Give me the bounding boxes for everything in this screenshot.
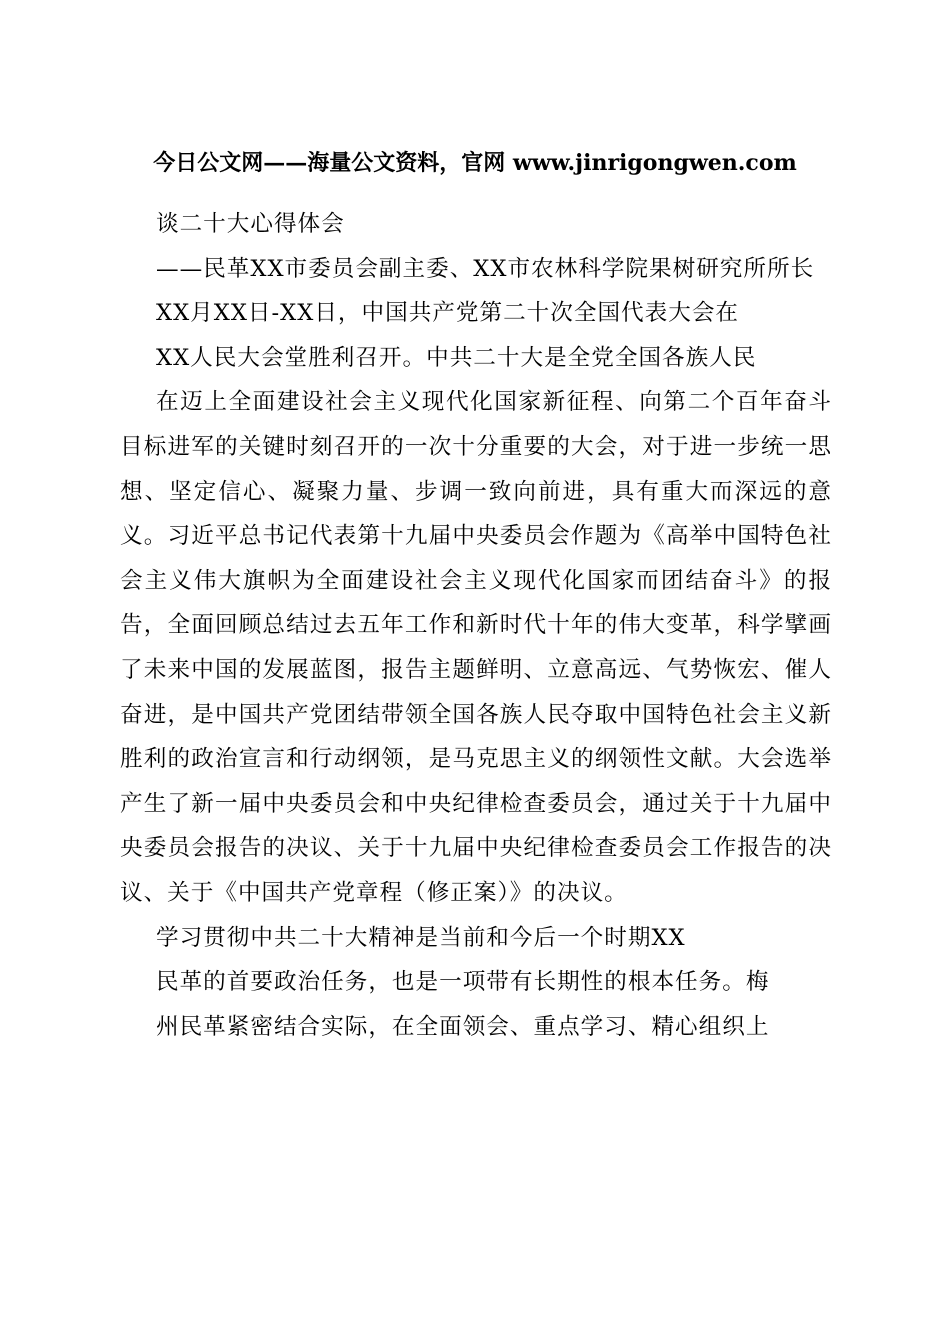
paragraph-6: 州民革紧密结合实际，在全面领会、重点学习、精心组织上: [156, 1013, 770, 1040]
paragraph-1: XX月XX日-XX日，中国共产党第二十次全国代表大会在: [156, 300, 740, 327]
article-title: 谈二十大心得体会: [156, 211, 345, 237]
paragraph-3: 在迈上全面建设社会主义现代化国家新征程、向第二个百年奋斗目标进军的关键时刻召开的一次十分重要的大会，对于进一步统一思想、坚定信心、凝聚力量、步调一致向前进，具有重大而深远的意义。习近平总书记代表第十九届中央委员会作题为《高举中国特色社会主义伟大旗帜为全面建设社会主义现代化国家而团结奋斗》的报告，全面回顾总结过去五年工作和新时代十年的伟大变革，科学擘画了未来中国的发展蓝图，报告主题鲜明、立意高远、气势恢宏、催人奋进，是中国共产党团结带领全国各族人民夺取中国特色社会主义新胜利的政治宣言和行动纲领，是马克思主义的纲领性文献。大会选举产生了新一届中央委员会和中央纪律检查委员会，通过关于十九届中央委员会报告的决议、关于十九届中央纪律检查委员会工作报告的决议、关于《中国共产党章程（修正案）》的决议。: [120, 389, 832, 906]
site-header: 今日公文网——海量公文资料，官网 www.jinrigongwen.com: [153, 150, 797, 176]
article-byline: ——民革XX市委员会副主委、XX市农林科学院果树研究所所长: [156, 255, 815, 282]
paragraph-4: 学习贯彻中共二十大精神是当前和今后一个时期XX: [156, 924, 686, 951]
paragraph-2: XX人民大会堂胜利召开。中共二十大是全党全国各族人民: [156, 344, 757, 371]
paragraph-5: 民革的首要政治任务，也是一项带有长期性的根本任务。梅: [156, 969, 770, 996]
article-body: [120, 202, 832, 1049]
